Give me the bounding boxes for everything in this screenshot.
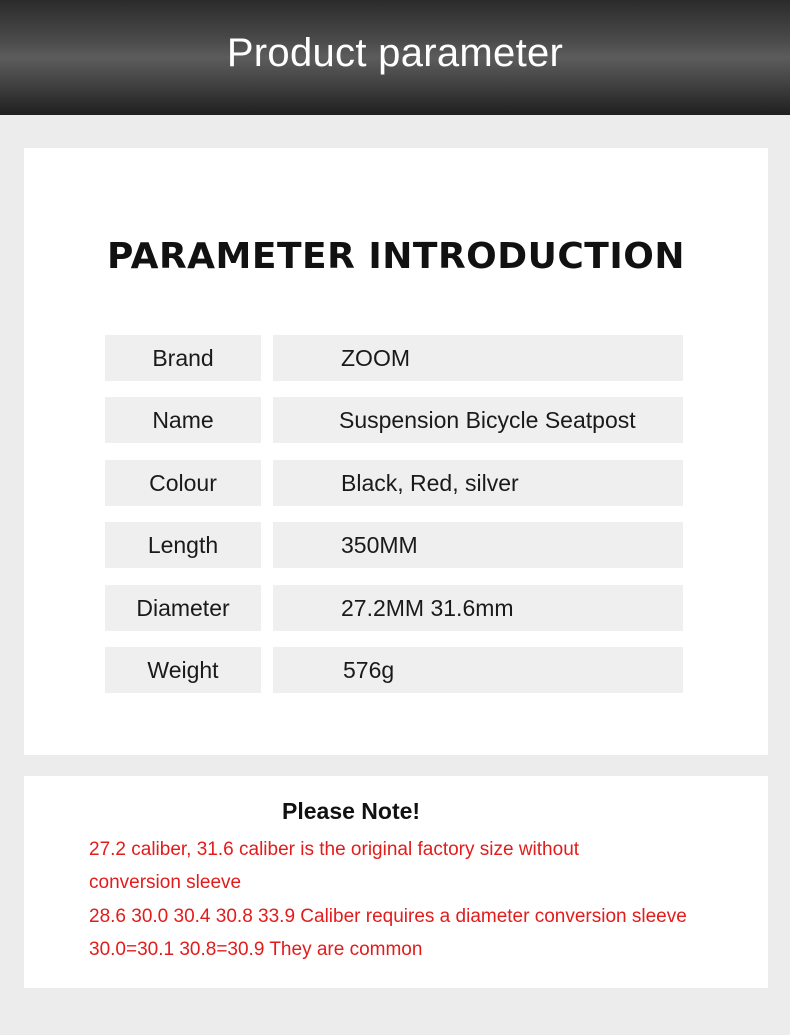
param-row-diameter — [105, 585, 683, 631]
param-label: Weight — [105, 647, 261, 693]
param-row-name — [105, 397, 683, 443]
note-line: 30.0=30.1 30.8=30.9 They are common — [89, 939, 423, 960]
note-line: conversion sleeve — [89, 872, 242, 893]
note-line: 27.2 caliber, 31.6 caliber is the original factory size without — [89, 839, 580, 860]
param-row-brand — [105, 335, 683, 381]
param-label: Brand — [105, 335, 261, 381]
param-row-length — [105, 522, 683, 568]
param-label: Length — [105, 522, 261, 568]
param-value: Suspension Bicycle Seatpost — [273, 397, 683, 443]
header-banner — [0, 0, 790, 115]
param-row-weight — [105, 647, 683, 693]
note-line: 28.6 30.0 30.4 30.8 33.9 Caliber requires a diameter conversion sleeve — [89, 906, 687, 927]
param-label: Diameter — [105, 585, 261, 631]
param-label: Name — [105, 397, 261, 443]
param-label: Colour — [105, 460, 261, 506]
param-value: ZOOM — [273, 335, 683, 381]
note-title: Please Note! — [282, 798, 421, 824]
note-card — [24, 776, 768, 988]
section-title: PARAMETER INTRODUCTION — [107, 236, 685, 277]
page-title: Product parameter — [226, 31, 564, 75]
param-value: 27.2MM 31.6mm — [273, 585, 683, 631]
parameter-card — [24, 148, 768, 755]
param-value: Black, Red, silver — [273, 460, 683, 506]
param-value: 576g — [273, 647, 683, 693]
param-row-colour — [105, 460, 683, 506]
param-value: 350MM — [273, 522, 683, 568]
